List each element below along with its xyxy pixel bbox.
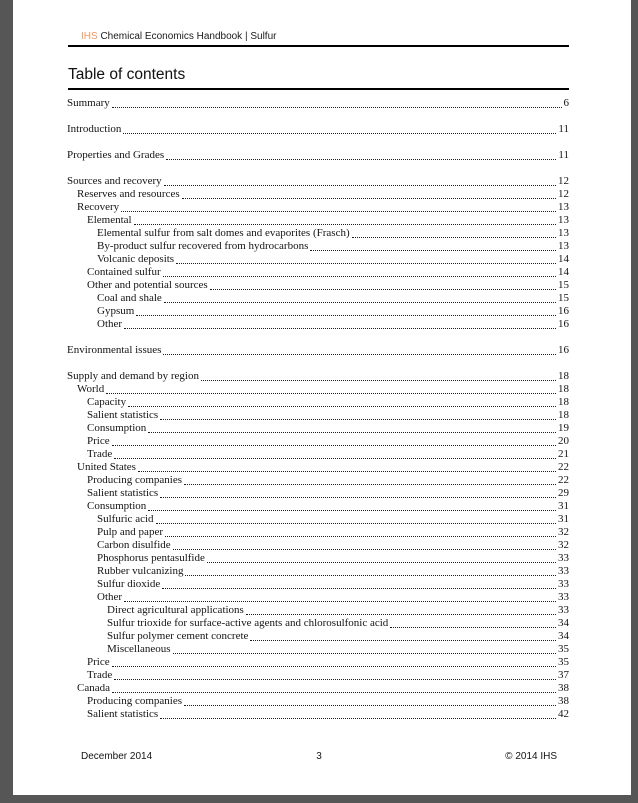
toc-entry-page: 22 [558,474,569,486]
toc-entry-label: Sulfur polymer cement concrete [107,630,249,642]
toc-entry[interactable] [67,604,569,617]
toc-entry-label: United States [77,461,136,473]
toc-entry-label: Salient statistics [87,708,159,720]
toc-entry[interactable] [67,565,569,578]
toc-entry[interactable] [67,149,569,162]
toc-entry-page: 11 [558,123,569,135]
toc-entry[interactable] [67,513,569,526]
toc-entry[interactable] [67,305,569,318]
toc-entry-page: 11 [558,149,569,161]
toc-entry[interactable] [67,175,569,188]
dot-leader [176,263,556,264]
toc-entry-label: Sulfur dioxide [97,578,161,590]
toc-entry-label: Reserves and resources [77,188,180,200]
toc-entry-page: 18 [558,409,569,421]
toc-entry-page: 16 [558,305,569,317]
toc-entry-label: Phosphorus pentasulfide [97,552,205,564]
dot-leader [148,432,556,433]
dot-leader [112,692,556,693]
toc-entry[interactable] [67,552,569,565]
toc-entry[interactable] [67,240,569,253]
page-header [68,30,569,47]
toc-entry-page: 19 [558,422,569,434]
toc-entry-page: 33 [558,591,569,603]
toc-entry-page: 34 [558,617,569,629]
toc-entry[interactable] [67,578,569,591]
document-page [13,0,631,795]
toc-entry[interactable] [67,409,569,422]
toc-list [67,84,569,721]
toc-entry-label: Carbon disulfide [97,539,171,551]
toc-entry[interactable] [67,526,569,539]
dot-leader [128,406,556,407]
toc-entry[interactable] [67,630,569,643]
dot-leader [163,354,556,355]
toc-entry-label: Rubber vulcanizing [97,565,184,577]
dot-leader [185,575,556,576]
toc-entry-page: 33 [558,565,569,577]
toc-entry-page: 15 [558,292,569,304]
dot-leader [210,289,556,290]
dot-leader [160,497,556,498]
toc-entry[interactable] [67,643,569,656]
footer-page-number: 3 [316,751,322,762]
dot-leader [163,276,556,277]
toc-entry[interactable] [67,591,569,604]
toc-entry-page: 31 [558,500,569,512]
toc-entry-label: Elemental [87,214,132,226]
toc-entry[interactable] [67,708,569,721]
toc-entry-page: 14 [558,266,569,278]
dot-leader [162,588,556,589]
toc-entry-page: 13 [558,201,569,213]
dot-leader [250,640,556,641]
toc-entry[interactable] [67,318,569,331]
toc-entry-label: Salient statistics [87,487,159,499]
toc-entry[interactable] [67,448,569,461]
toc-entry-label: Trade [87,669,113,681]
dot-leader [160,419,556,420]
toc-entry-page: 12 [558,188,569,200]
toc-entry-page: 20 [558,435,569,447]
toc-entry-label: Sources and recovery [67,175,162,187]
toc-entry[interactable] [67,253,569,266]
dot-leader [112,445,556,446]
toc-entry-page: 42 [558,708,569,720]
toc-entry[interactable] [67,344,569,357]
toc-entry-label: Elemental sulfur from salt domes and evaporites (Frasch) [97,227,350,239]
toc-entry-label: Sulfur trioxide for surface-active agents and chlorosulfonic acid [107,617,389,629]
toc-entry[interactable] [67,370,569,383]
footer-copyright: © 2014 IHS [505,751,558,762]
toc-entry-page: 16 [558,318,569,330]
dot-leader [106,393,556,394]
toc-entry-label: Contained sulfur [87,266,161,278]
toc-entry-label: Consumption [87,422,147,434]
toc-entry-page: 18 [558,396,569,408]
toc-entry-page: 34 [558,630,569,642]
dot-leader [160,718,556,719]
toc-entry[interactable] [67,656,569,669]
dot-leader [246,614,556,615]
toc-entry[interactable] [67,188,569,201]
toc-entry-page: 13 [558,227,569,239]
dot-leader [124,601,556,602]
toc-entry-label: Consumption [87,500,147,512]
dot-leader [184,705,556,706]
toc-entry[interactable] [67,201,569,214]
toc-entry[interactable] [67,435,569,448]
toc-entry-page: 6 [563,97,569,109]
toc-entry-page: 21 [558,448,569,460]
toc-entry[interactable] [67,97,569,110]
dot-leader [352,237,556,238]
toc-entry-page: 37 [558,669,569,681]
toc-entry-page: 38 [558,695,569,707]
toc-entry-label: Canada [77,682,110,694]
toc-entry[interactable] [67,266,569,279]
toc-entry[interactable] [67,617,569,630]
toc-entry-label: Introduction [67,123,122,135]
toc-entry-page: 14 [558,253,569,265]
dot-leader [390,627,556,628]
dot-leader [148,510,556,511]
toc-entry[interactable] [67,227,569,240]
toc-entry-label: Pulp and paper [97,526,163,538]
footer-date: December 2014 [81,751,153,762]
brand-ihs: IHS [81,31,98,42]
toc-entry-page: 35 [558,656,569,668]
toc-entry-label: Price [87,656,110,668]
toc-entry-label: Sulfuric acid [97,513,154,525]
toc-entry[interactable] [67,487,569,500]
toc-entry-page: 13 [558,214,569,226]
toc-entry-label: Summary [67,97,110,109]
toc-entry-label: Other and potential sources [87,279,208,291]
toc-entry-page: 22 [558,461,569,473]
toc-entry-label: Environmental issues [67,344,162,356]
toc-entry[interactable] [67,422,569,435]
toc-entry-label: Trade [87,448,113,460]
dot-leader [164,185,556,186]
toc-entry[interactable] [67,539,569,552]
toc-entry-label: Volcanic deposits [97,253,175,265]
dot-leader [138,471,556,472]
dot-leader [112,666,556,667]
toc-entry[interactable] [67,669,569,682]
dot-leader [201,380,556,381]
toc-entry-page: 32 [558,526,569,538]
toc-entry-label: Direct agricultural applications [107,604,244,616]
handbook-title: Chemical Economics Handbook | Sulfur [100,31,277,42]
toc-entry-label: Producing companies [87,695,183,707]
toc-entry-page: 33 [558,578,569,590]
dot-leader [121,211,556,212]
dot-leader [114,679,556,680]
toc-entry-label: Other [97,591,123,603]
toc-entry-label: Coal and shale [97,292,162,304]
dot-leader [173,653,556,654]
dot-leader [166,159,556,160]
dot-leader [310,250,556,251]
toc-entry-label: Supply and demand by region [67,370,199,382]
toc-entry-page: 12 [558,175,569,187]
toc-entry-page: 32 [558,539,569,551]
dot-leader [184,484,556,485]
toc-entry-page: 15 [558,279,569,291]
toc-entry-page: 33 [558,604,569,616]
dot-leader [114,458,556,459]
toc-entry-page: 33 [558,552,569,564]
dot-leader [124,328,556,329]
toc-entry-label: Other [97,318,123,330]
toc-entry-label: Recovery [77,201,120,213]
toc-entry-label: Capacity [87,396,127,408]
dot-leader [207,562,556,563]
toc-entry-page: 29 [558,487,569,499]
toc-entry-page: 38 [558,682,569,694]
toc-entry-label: Producing companies [87,474,183,486]
toc-entry[interactable] [67,292,569,305]
page-footer [81,750,557,763]
toc-entry[interactable] [67,461,569,474]
toc-title-text: Table of contents [68,66,186,83]
dot-leader [112,107,562,108]
toc-entry-page: 31 [558,513,569,525]
toc-entry-label: World [77,383,105,395]
toc-entry-label: Properties and Grades [67,149,165,161]
dot-leader [123,133,556,134]
toc-entry-label: By-product sulfur recovered from hydrocarbons [97,240,309,252]
toc-entry[interactable] [67,123,569,136]
dot-leader [134,224,556,225]
toc-entry-label: Salient statistics [87,409,159,421]
toc-entry-page: 16 [558,344,569,356]
toc-entry[interactable] [67,474,569,487]
dot-leader [156,523,556,524]
page-header-text [68,30,569,43]
toc-entry-page: 13 [558,240,569,252]
toc-entry[interactable] [67,214,569,227]
toc-entry-label: Miscellaneous [107,643,171,655]
dot-leader [173,549,556,550]
toc-entry[interactable] [67,383,569,396]
toc-entry[interactable] [67,695,569,708]
toc-entry[interactable] [67,279,569,292]
toc-entry-page: 18 [558,383,569,395]
toc-entry[interactable] [67,396,569,409]
toc-entry-label: Gypsum [97,305,135,317]
toc-entry[interactable] [67,500,569,513]
dot-leader [165,536,556,537]
toc-entry-page: 35 [558,643,569,655]
toc-entry[interactable] [67,682,569,695]
dot-leader [164,302,556,303]
dot-leader [136,315,556,316]
toc-entry-page: 18 [558,370,569,382]
toc-entry-label: Price [87,435,110,447]
dot-leader [182,198,556,199]
